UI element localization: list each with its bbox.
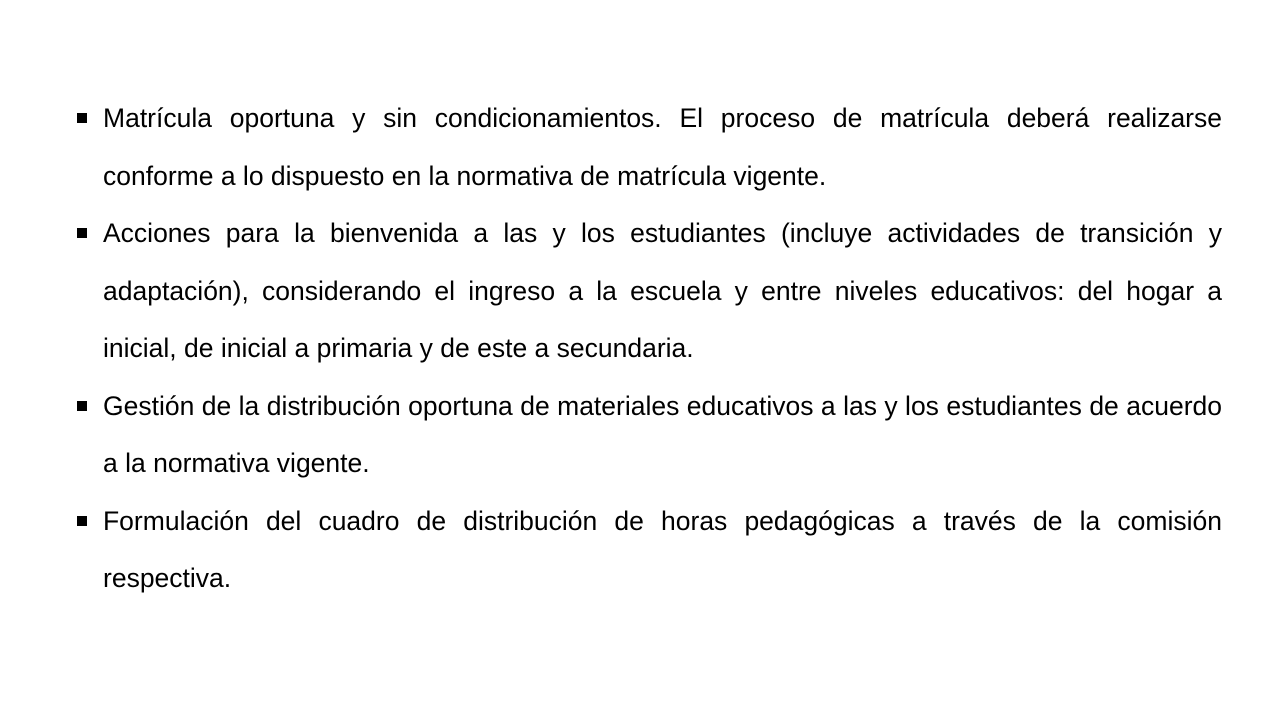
- bullet-text: Formulación del cuadro de distribución de horas pedagógicas a través de la comisión respectiva.: [103, 505, 1222, 593]
- square-bullet-icon: [77, 113, 87, 123]
- square-bullet-icon: [77, 516, 87, 526]
- square-bullet-icon: [77, 228, 87, 238]
- bullet-list: [75, 90, 1222, 608]
- list-item: [75, 205, 1222, 378]
- square-bullet-icon: [77, 401, 87, 411]
- bullet-text: Matrícula oportuna y sin condicionamientos. El proceso de matrícula deberá realizarse conforme a lo dispuesto en la normativa de matrícula vigente.: [103, 103, 1222, 191]
- list-item: [75, 378, 1222, 493]
- list-item: [75, 493, 1222, 608]
- list-item: [75, 90, 1222, 205]
- bullet-text: Acciones para la bienvenida a las y los estudiantes (incluye actividades de transición y adaptación), considerando el ingreso a la escuela y entre niveles educativos: del hogar a inicial, de inicial a primaria y de este a secundaria.: [103, 218, 1222, 363]
- bullet-text: Gestión de la distribución oportuna de materiales educativos a las y los estudiantes de acuerdo a la normativa vigente.: [103, 390, 1222, 478]
